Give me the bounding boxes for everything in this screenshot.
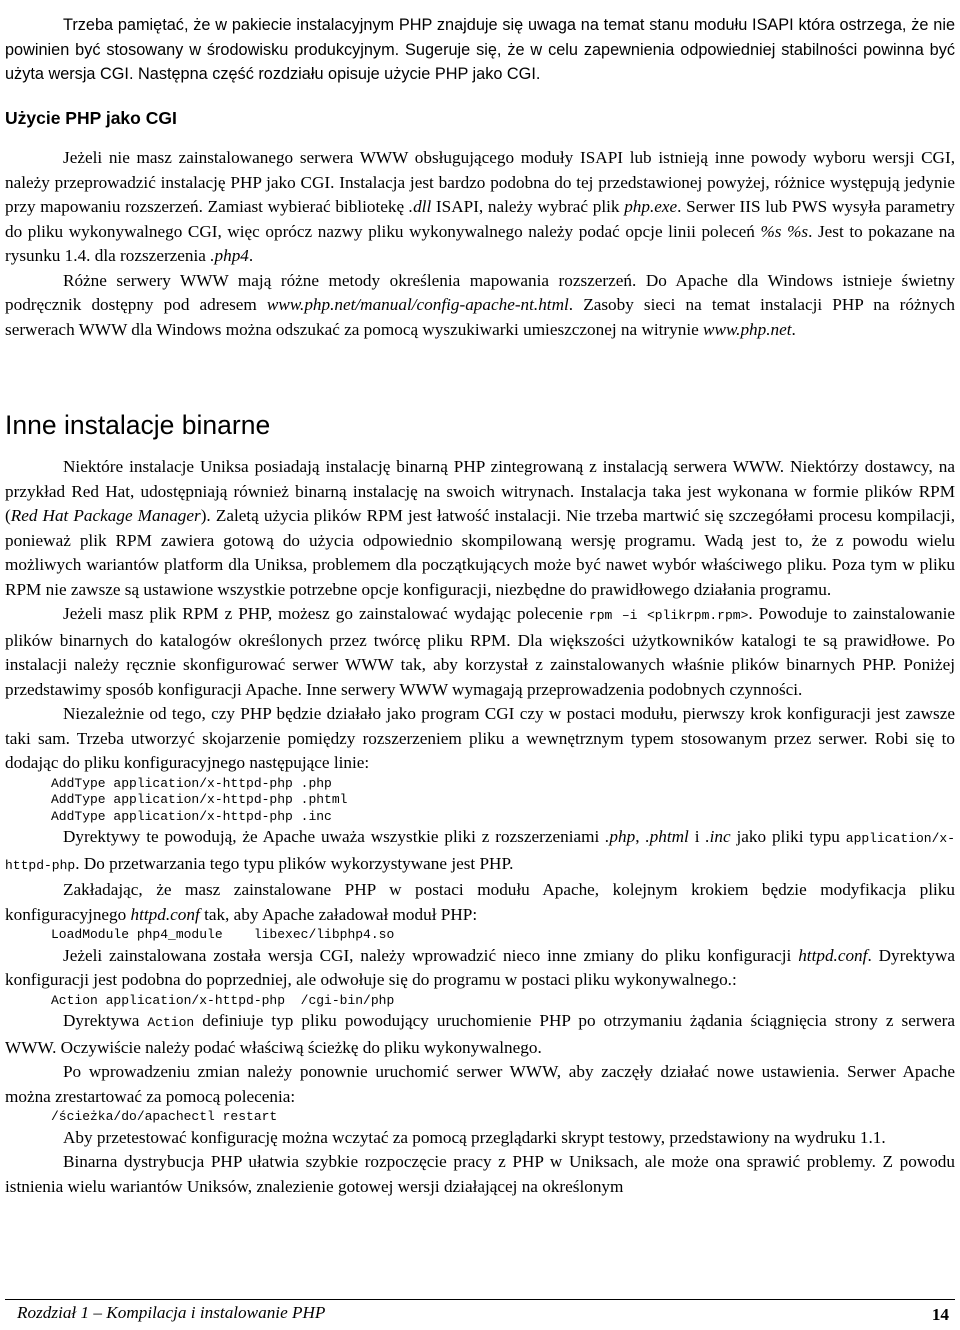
footer-divider bbox=[5, 1299, 955, 1300]
cgi-paragraph-2: Różne serwery WWW mają różne metody określenia mapowania rozszerzeń. Do Apache dla Windows istnieje świetny podręcznik dostępny pod adresem www.php.net/manual/config-apache-nt.html. Zasoby sieci na temat instalacji PHP na różnych serwerach WWW dla Windows można odszukać za pomocą wyszukiwarki umieszczonej na witrynie www.php.net. bbox=[5, 270, 955, 339]
binary-paragraph-10: Binarna dystrybucja PHP ułatwia szybkie rozpoczęcie pracy z PHP w Uniksach, ale może ona sprawić problemy. Z powodu istnienia wielu wariantów Uniksów, znalezienie gotowej wersji działającej na określonym bbox=[5, 1152, 955, 1196]
section-heading-binary: Inne instalacje binarne bbox=[5, 410, 271, 440]
code-block-action: Action application/x-httpd-php /cgi-bin/php bbox=[51, 992, 395, 1008]
code-block-addtype: AddType application/x-httpd-php .php AddType application/x-httpd-php .phtml AddType application/x-httpd-php .inc bbox=[51, 775, 348, 824]
binary-paragraph-6: Jeżeli zainstalowana została wersja CGI, należy wprowadzić nieco inne zmiany do pliku konfiguracji httpd.conf. Dyrektywa konfiguracji jest podobna do poprzedniej, ale odwołuje się do programu w postaci pliku wykonywalnego.: bbox=[5, 945, 955, 989]
binary-paragraph-8: Po wprowadzeniu zmian należy ponownie uruchomić serwer WWW, aby zaczęły działać nowe ustawienia. Serwer Apache można zrestartować za pomocą polecenia: bbox=[5, 1062, 955, 1106]
binary-paragraph-5: Zakładając, że masz zainstalowane PHP w postaci modułu Apache, kolejnym krokiem będzie modyfikacja pliku konfiguracyjnego httpd.conf tak, aby Apache załadował moduł PHP: bbox=[5, 880, 955, 924]
intro-section bbox=[5, 13, 955, 87]
page-number: 14 bbox=[931, 1305, 949, 1324]
binary-section bbox=[5, 455, 955, 1199]
binary-paragraph-2: Jeżeli masz plik RPM z PHP, możesz go zainstalować wydając polecenie rpm –i <plikrpm.rpm>. Powoduje to zainstalowanie plików binarnych do katalogów określonych przez twórcę pliku RPM. Dla większości użytkowników katalogi te są prawidłowe. Po instalacji należy ręcznie skonfigurować serwer WWW tak, aby korzystał z zainstalowanych właśnie plików binarnych PHP. Poniżej przedstawimy sposób konfiguracji Apache. Inne serwery WWW wymagają przeprowadzenia podobnych czynności. bbox=[5, 604, 955, 699]
intro-paragraph: Trzeba pamiętać, że w pakiecie instalacyjnym PHP znajduje się uwaga na temat stanu modułu ISAPI która ostrzega, że nie powinien być stosowany w środowisku produkcyjnym. Sugeruje się, że w celu zapewnienia odpowiedniej stabilności powinna być użyta wersja CGI. Następna część rozdziału opisuje użycie PHP jako CGI. bbox=[5, 16, 955, 83]
binary-paragraph-3: Niezależnie od tego, czy PHP będzie działało jako program CGI czy w postaci modułu, pierwszy krok konfiguracji jest zawsze taki sam. Trzeba utworzyć skojarzenie pomiędzy rozszerzeniem pliku a wewnętrznym typem stosowanym przez serwer. Robi się to dodając do pliku konfiguracyjnego następujące linie: bbox=[5, 704, 955, 772]
binary-paragraph-9: Aby przetestować konfigurację można wczytać za pomocą przeglądarki skrypt testowy, przedstawiony na wydruku 1.1. bbox=[63, 1127, 886, 1147]
code-block-loadmodule: LoadModule php4_module libexec/libphp4.so bbox=[51, 927, 395, 942]
code-block-restart: /ścieżka/do/apachectl restart bbox=[51, 1109, 278, 1124]
cgi-paragraph-1: Jeżeli nie masz zainstalowanego serwera WWW obsługującego moduły ISAPI lub istnieją inne powody wyboru wersji CGI, należy przeprowadzić instalację PHP jako CGI. Instalacja jest bardzo podobna do tej przedstawionej powyżej, różnice występują jedynie przy mapowaniu rozszerzeń. Zamiast wybierać bibliotekę .dll ISAPI, należy wybrać plik php.exe. Serwer IIS lub PWS wysyła parametry do pliku wykonywalnego CGI, więc oprócz nazwy pliku wykonywalnego należy podać opcje linii poleceń %s %s. Jest to pokazane na rysunku 1.4. dla rozszerzenia .php4. bbox=[5, 148, 955, 265]
footer-chapter-title: Rozdział 1 – Kompilacja i instalowanie PHP bbox=[17, 1303, 326, 1322]
php-net-link[interactable]: www.php.net bbox=[703, 319, 792, 339]
rpm-command: rpm –i <plikrpm.rpm> bbox=[588, 608, 749, 623]
cgi-section bbox=[5, 146, 955, 342]
binary-paragraph-1: Niektóre instalacje Uniksa posiadają instalację binarną PHP zintegrowaną z instalacją serwera WWW. Niektórzy dostawcy, na przykład Red Hat, udostępniają również binarną instalację na swoich witrynach. Instalacja taka jest wykonana w formie plików RPM (Red Hat Package Manager). Zaletą użycia plików RPM jest łatwość instalacji. Nie trzeba martwić się szczegółami procesu kompilacji, ponieważ plik RPM zawiera gotową do użycia odpowiednio skompilowaną wersję programu. Wadą jest to, że z powodu wielu możliwych wariantów platform dla Uniksa, problemem dla początkujących może być nawet wybór właściwego pliku. Poza tym w pliku RPM nie zawsze są ustawione wszystkie potrzebne opcje konfiguracji, niezbędne do prawidłowego działania programu. bbox=[5, 457, 955, 599]
binary-paragraph-7: Dyrektywa Action definiuje typ pliku powodujący uruchomienie PHP po otrzymaniu żądania ściągnięcia strony z serwera WWW. Oczywiście należy podać właściwą ścieżkę do pliku wykonywalnego. bbox=[5, 1011, 955, 1057]
document-page bbox=[5, 0, 955, 1330]
binary-paragraph-4: Dyrektywy te powodują, że Apache uważa wszystkie pliki z rozszerzeniami .php, .phtml i .inc jako pliki typu application/x-httpd-php. Do przetwarzania tego typu plików wykorzystywane jest PHP. bbox=[5, 827, 955, 873]
manual-link[interactable]: www.php.net/manual/config-apache-nt.html bbox=[266, 295, 569, 314]
section-heading-cgi: Użycie PHP jako CGI bbox=[5, 108, 177, 128]
